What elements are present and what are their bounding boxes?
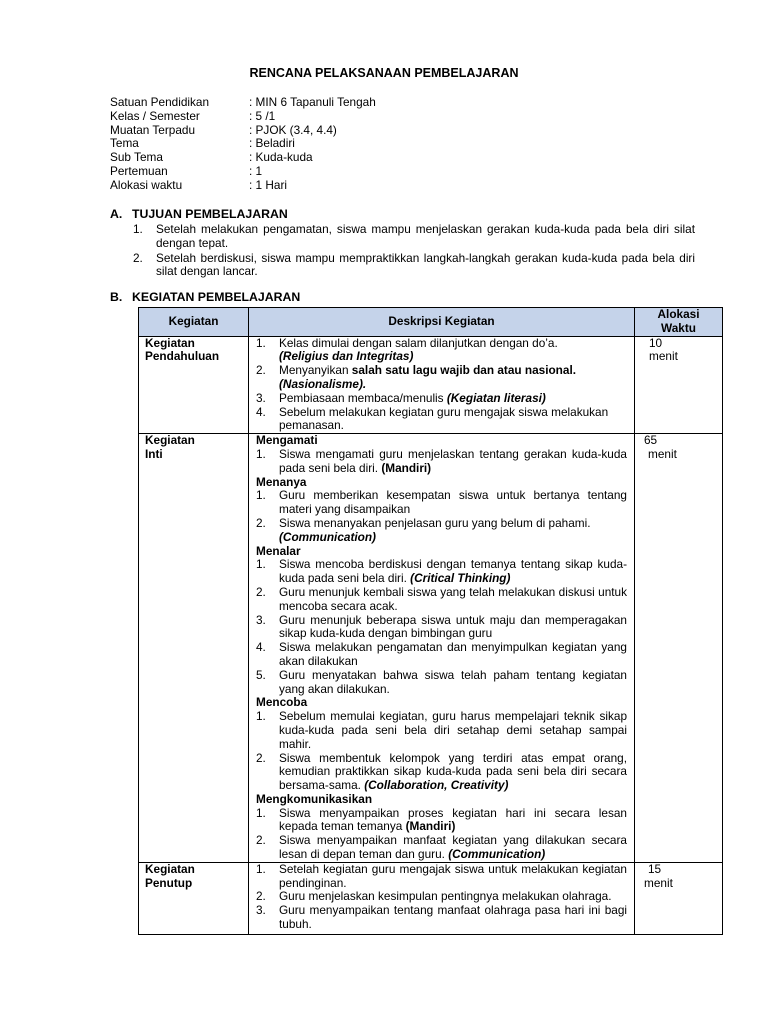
section-letter: B.	[110, 290, 123, 304]
time-unit: menit	[644, 875, 673, 890]
item-text: Siswa melakukan pengamatan dan menyimpulkan kegiatan yang akan dilakukan	[279, 640, 627, 668]
document-title: RENCANA PELAKSANAAN PEMBELAJARAN	[249, 66, 519, 80]
item-number: 1.	[256, 446, 266, 461]
item-text	[279, 392, 627, 406]
section-b-heading	[110, 291, 300, 305]
item-text	[279, 752, 627, 793]
list-item	[256, 904, 627, 932]
header-alokasi-line1: Alokasi	[657, 307, 700, 321]
info-row	[110, 165, 590, 179]
info-value: : Beladiri	[249, 136, 295, 151]
list-item	[256, 807, 627, 835]
subheading-mengamati: Mengamati	[256, 433, 318, 448]
item-number: 4.	[256, 640, 266, 655]
character-note: (Nasionalisme).	[279, 376, 367, 391]
info-value: : Kuda-kuda	[249, 150, 313, 165]
item-text: Sebelum melakukan kegiatan guru mengajak siswa melakukan pemanasan.	[279, 404, 609, 433]
list-item	[256, 517, 627, 545]
item-number: 1.	[133, 222, 143, 236]
time-value: 65	[644, 433, 658, 448]
item-bold: salah satu lagu wajib dan atau nasional.	[351, 363, 576, 378]
character-note: (Kegiatan literasi)	[446, 390, 546, 405]
list-item	[256, 863, 627, 891]
activity-name	[139, 862, 249, 934]
info-value: : 1	[249, 163, 263, 178]
item-number: 2.	[256, 515, 266, 530]
list-item	[256, 489, 627, 517]
item-body: Siswa menyampaikan manfaat kegiatan yang dilakukan secara lesan di depan teman dan guru.	[279, 833, 627, 862]
item-number: 2.	[256, 833, 266, 848]
item-body: Siswa mengamati guru menjelaskan tentang gerakan kuda-kuda pada seni bela diri.	[279, 446, 627, 475]
activity-time	[635, 434, 723, 863]
section-title: KEGIATAN PEMBELAJARAN	[132, 290, 301, 304]
item-text	[279, 834, 627, 862]
subheading-menanya: Menanya	[256, 474, 307, 489]
item-text: Sebelum memulai kegiatan, guru harus mempelajari teknik sikap kuda-kuda pada seni bela diri setahap demi setahap sampai mahir.	[279, 709, 627, 751]
item-number: 1.	[256, 557, 266, 572]
info-row	[110, 110, 590, 124]
item-text: Setelah berdiskusi, siswa mampu mempraktikkan langkah-langkah gerakan kuda-kuda pada bela diri silat dengan lancar.	[156, 250, 695, 279]
header-alokasi	[635, 308, 723, 337]
item-number: 3.	[256, 390, 266, 405]
table-row	[139, 434, 723, 863]
activity-name	[139, 434, 249, 863]
item-number: 1.	[256, 488, 266, 503]
item-number: 2.	[133, 250, 143, 265]
item-text	[279, 807, 627, 835]
list-item	[256, 392, 627, 406]
section-letter: A.	[110, 207, 123, 221]
character-note: (Communication)	[448, 847, 546, 862]
info-row	[110, 179, 590, 193]
item-text: Guru menunjuk kembali siswa yang telah melakukan diskusi untuk mencoba secara acak.	[279, 584, 627, 613]
info-row	[110, 151, 590, 165]
item-text	[279, 517, 627, 545]
item-number: 1.	[256, 805, 266, 820]
activity-name-line: Kegiatan	[145, 861, 195, 876]
item-number: 1.	[256, 335, 266, 350]
time-unit: menit	[648, 446, 677, 461]
item-text	[279, 558, 627, 586]
activity-name-line: Pendahuluan	[145, 349, 220, 364]
list-item	[256, 890, 627, 904]
goals-list	[133, 223, 695, 280]
list-item	[256, 448, 627, 476]
list-item	[133, 252, 695, 280]
identity-block	[110, 96, 590, 193]
info-label: Satuan Pendidikan	[110, 95, 210, 109]
info-value: : 5 /1	[249, 108, 276, 123]
info-label: Kelas / Semester	[110, 108, 200, 123]
item-number: 3.	[256, 903, 266, 918]
character-note: (Mandiri)	[405, 819, 456, 834]
header-alokasi-line2: Waktu	[661, 320, 696, 335]
activity-name-line: Kegiatan	[145, 335, 195, 350]
activities-table	[138, 307, 723, 935]
list-item	[133, 223, 695, 251]
activity-name-line: Inti	[145, 446, 163, 461]
info-label: Tema	[110, 136, 139, 151]
item-body: Menyanyikan	[279, 363, 352, 378]
header-kegiatan: Kegiatan	[139, 308, 249, 337]
subheading-menalar: Menalar	[256, 543, 301, 558]
item-text: Guru menyatakan bahwa siswa telah paham tentang kegiatan yang akan dilakukan.	[279, 667, 627, 696]
character-note: (Religius dan Integritas)	[279, 349, 414, 364]
item-body: Siswa menanyakan penjelasan guru yang belum di pahami.	[279, 515, 591, 530]
section-a-heading	[110, 208, 288, 222]
list-item	[256, 586, 627, 614]
item-body: Siswa membentuk kelompok yang terdiri atas empat orang, kemudian praktikkan sikap kuda-kuda pada seni bela diri secara bersama-sama.	[279, 750, 627, 793]
activity-time	[635, 862, 723, 934]
item-text	[279, 337, 627, 365]
item-number: 1.	[256, 861, 266, 876]
item-body: Siswa menyampaikan proses kegiatan hari ini secara lesan kepada teman temanya	[279, 805, 627, 834]
item-number: 4.	[256, 404, 266, 419]
character-note: (Communication)	[279, 529, 376, 544]
item-number: 2.	[256, 584, 266, 599]
character-note: (Collaboration, Creativity)	[364, 778, 509, 793]
item-body: Pembiasaan membaca/menulis	[279, 390, 447, 405]
info-value: : 1 Hari	[249, 177, 288, 192]
item-text: Setelah kegiatan guru mengajak siswa untuk melakukan kegiatan pendinginan.	[279, 861, 627, 890]
info-label: Muatan Terpadu	[110, 122, 196, 137]
list-item	[256, 364, 627, 392]
info-value: : PJOK (3.4, 4.4)	[249, 122, 337, 137]
item-text: Guru menunjuk beberapa siswa untuk maju dan memperagakan sikap kuda-kuda dengan bimbingan guru	[279, 612, 627, 641]
list-item	[256, 337, 627, 365]
activity-name	[139, 336, 249, 434]
time-value: 10	[649, 335, 663, 350]
item-number: 2.	[256, 889, 266, 904]
item-text: Guru memberikan kesempatan siswa untuk bertanya tentang materi yang disampaikan	[279, 488, 627, 517]
table-row	[139, 336, 723, 434]
activity-description	[249, 862, 635, 934]
info-label: Alokasi waktu	[110, 177, 183, 192]
table-row	[139, 862, 723, 934]
list-item	[256, 558, 627, 586]
item-text: Guru menyampaikan tentang manfaat olahraga pasa hari ini bagi tubuh.	[279, 903, 627, 932]
item-body: Siswa mencoba berdiskusi dengan temanya tentang sikap kuda-kuda pada seni bela diri.	[279, 557, 627, 586]
header-deskripsi: Deskripsi Kegiatan	[249, 308, 635, 337]
section-title: TUJUAN PEMBELAJARAN	[132, 207, 288, 221]
list-item	[256, 834, 627, 862]
activity-name-line: Penutup	[145, 875, 193, 890]
item-body: Kelas dimulai dengan salam dilanjutkan dengan do’a.	[279, 335, 558, 350]
item-text: Setelah melakukan pengamatan, siswa mampu menjelaskan gerakan kuda-kuda pada bela diri silat dengan tepat.	[156, 222, 695, 250]
list-item	[256, 614, 627, 642]
item-text: Guru menjelaskan kesimpulan pentingnya melakukan olahraga.	[279, 889, 612, 904]
item-number: 1.	[256, 709, 266, 724]
subheading-mengkomunikasikan: Mengkomunikasikan	[256, 791, 373, 806]
activity-description	[249, 434, 635, 863]
item-number: 5.	[256, 667, 266, 682]
table-header-row	[139, 308, 723, 337]
info-label: Pertemuan	[110, 163, 168, 178]
subheading-mencoba: Mencoba	[256, 695, 308, 710]
list-item	[256, 752, 627, 793]
time-unit: menit	[649, 349, 678, 364]
item-number: 2.	[256, 363, 266, 378]
info-value: : MIN 6 Tapanuli Tengah	[249, 95, 376, 109]
item-number: 2.	[256, 750, 266, 765]
info-row	[110, 96, 590, 110]
info-row	[110, 124, 590, 138]
character-note: (Mandiri)	[381, 460, 432, 475]
list-item	[256, 406, 627, 434]
info-row	[110, 137, 590, 151]
item-text	[279, 364, 627, 392]
info-label: Sub Tema	[110, 150, 163, 165]
time-value: 15	[648, 861, 662, 876]
activity-time	[635, 336, 723, 434]
character-note: (Critical Thinking)	[410, 571, 511, 586]
list-item	[256, 641, 627, 669]
item-text	[279, 448, 627, 476]
list-item	[256, 710, 627, 751]
list-item	[256, 669, 627, 697]
activity-description	[249, 336, 635, 434]
activity-name-line: Kegiatan	[145, 433, 195, 448]
item-number: 3.	[256, 612, 266, 627]
